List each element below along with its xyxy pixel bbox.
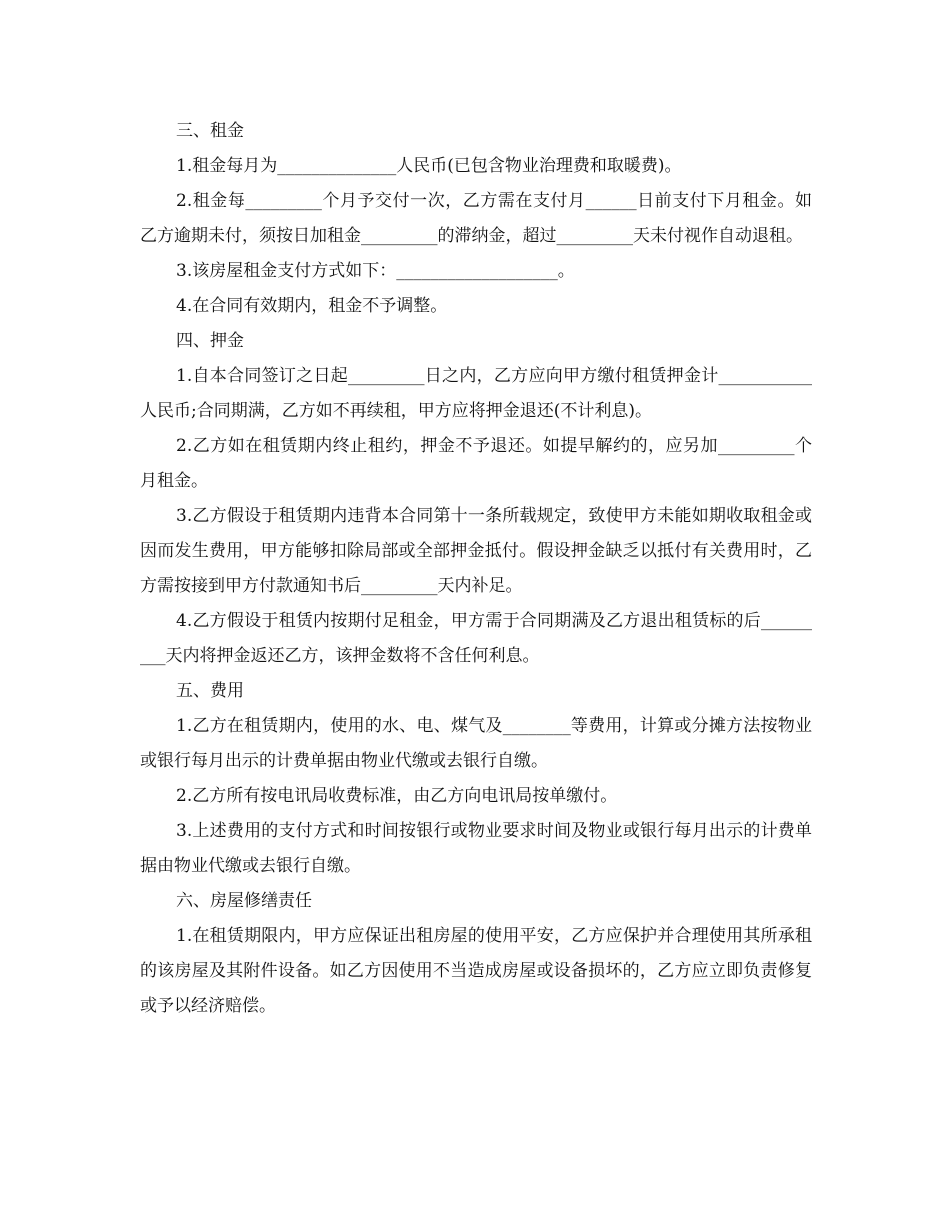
section-heading-rent: 三、租金 xyxy=(176,121,244,141)
fees-clause-1: 1.乙方在租赁期内，使用的水、电、煤气及________等费用，计算或分摊方法按物业或银行每月出示的计费单据由物业代缴或去银行自缴。 xyxy=(140,716,812,771)
deposit-clause-3: 3.乙方假设于租赁期内违背本合同第十一条所载规定，致使甲方未能如期收取租金或因而发生费用，甲方能够扣除局部或全部押金抵付。假设押金缺乏以抵付有关费用时，乙方需按接到甲方付款通知书后_________天内补足。 xyxy=(140,506,812,596)
repair-clause-1: 1.在租赁期限内，甲方应保证出租房屋的使用平安，乙方应保护并合理使用其所承租的该房屋及其附件设备。如乙方因使用不当造成房屋或设备损坏的，乙方应立即负责修复或予以经济赔偿。 xyxy=(140,926,812,1016)
section-heading-repair: 六、房屋修缮责任 xyxy=(176,891,312,911)
section-heading-deposit: 四、押金 xyxy=(176,331,244,351)
fees-clause-2: 2.乙方所有按电讯局收费标准，由乙方向电讯局按单缴付。 xyxy=(176,786,618,806)
rent-clause-2: 2.租金每_________个月予交付一次，乙方需在支付月______日前支付下月租金。如乙方逾期未付，须按日加租金_________的滞纳金，超过_________天未付视作自动退租。 xyxy=(140,191,812,246)
fees-clause-3: 3.上述费用的支付方式和时间按银行或物业要求时间及物业或银行每月出示的计费单据由物业代缴或去银行自缴。 xyxy=(140,821,812,876)
rent-clause-1: 1.租金每月为______________人民币(已包含物业治理费和取暖费)。 xyxy=(176,156,682,176)
deposit-clause-2: 2.乙方如在租赁期内终止租约，押金不予退还。如提早解约的，应另加_________个月租金。 xyxy=(140,436,812,491)
rent-clause-4: 4.在合同有效期内，租金不予调整。 xyxy=(176,296,448,316)
rent-clause-3: 3.该房屋租金支付方式如下：___________________。 xyxy=(176,261,575,281)
section-heading-fees: 五、费用 xyxy=(176,681,244,701)
deposit-clause-4: 4.乙方假设于租赁内按期付足租金，甲方需于合同期满及乙方退出租赁标的后_________天内将押金返还乙方，该押金数将不含任何利息。 xyxy=(140,611,812,666)
deposit-clause-1: 1.自本合同签订之日起_________日之内，乙方应向甲方缴付租赁押金计___________人民币;合同期满，乙方如不再续租，甲方应将押金退还(不计利息)。 xyxy=(140,366,812,421)
